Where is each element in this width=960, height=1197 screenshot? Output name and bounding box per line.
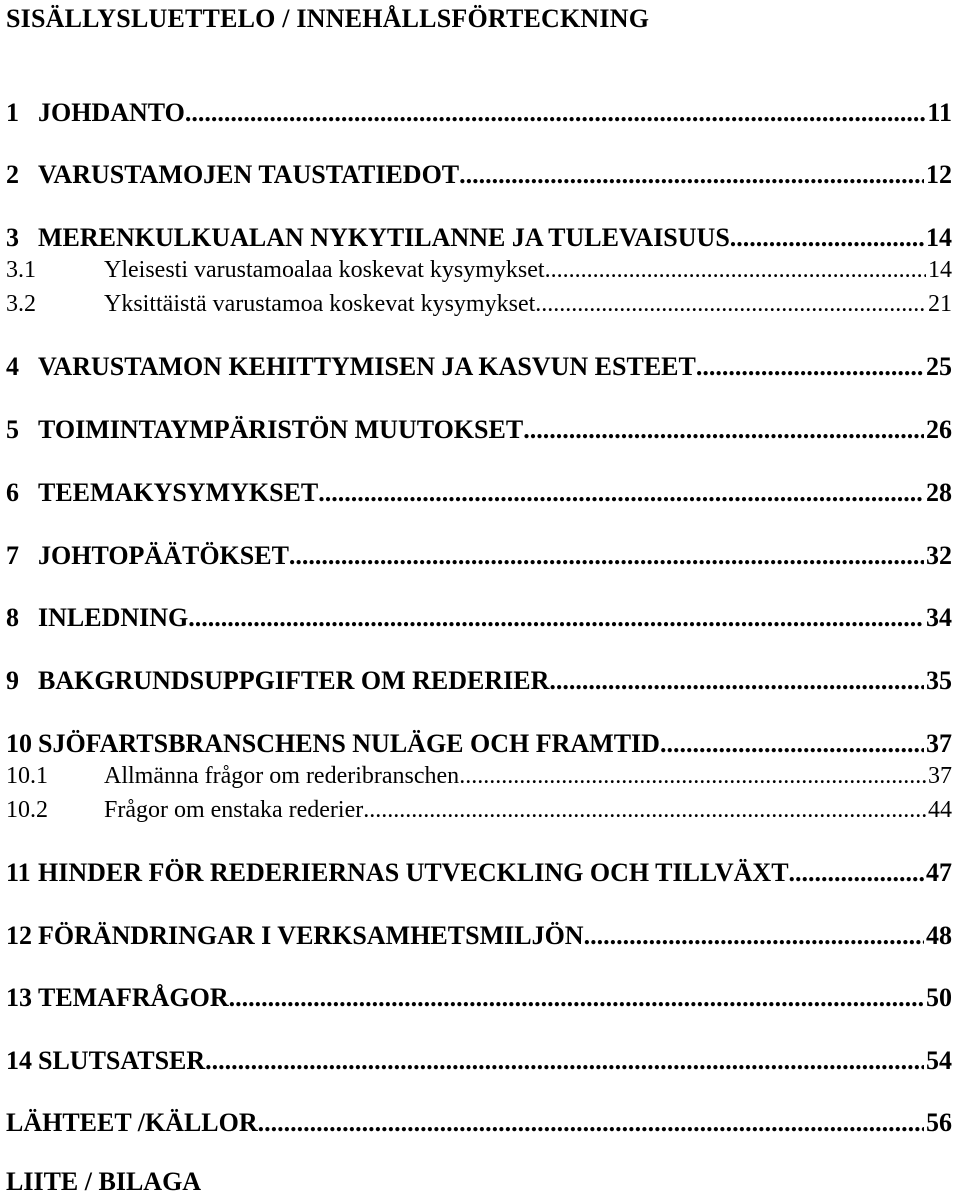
toc-heading: SISÄLLYSLUETTELO / INNEHÅLLSFÖRTECKNING: [6, 4, 650, 33]
toc-entry-page: 37: [926, 729, 952, 758]
toc-entry-title: Yleisesti varustamoalaa koskevat kysymykset: [104, 257, 545, 283]
toc-entry-title: SLUTSATSER: [38, 1046, 206, 1075]
toc-entry-number: 8: [6, 603, 19, 632]
toc-entry-11[interactable]: [6, 858, 952, 892]
toc-entry-number: 3.1: [6, 257, 36, 283]
toc-entry-1[interactable]: [6, 98, 952, 132]
toc-leader-dots: [229, 983, 924, 1013]
toc-leader-dots: [289, 541, 924, 571]
toc-entry-title: VARUSTAMON KEHITTYMISEN JA KASVUN ESTEET: [38, 352, 696, 381]
toc-entry-number: 2: [6, 160, 19, 189]
toc-entry-sources[interactable]: [6, 1108, 952, 1142]
toc-leader-dots: [730, 223, 924, 253]
toc-entry-title: FÖRÄNDRINGAR I VERKSAMHETSMILJÖN: [38, 921, 584, 950]
toc-appendix-heading[interactable]: LIITE / BILAGA: [6, 1167, 202, 1196]
toc-entry-title: JOHTOPÄÄTÖKSET: [38, 541, 289, 570]
toc-entry-page: 34: [926, 603, 952, 632]
toc-entry-title: TEMAFRÅGOR: [38, 983, 229, 1012]
toc-entry-page: 12: [926, 160, 952, 189]
toc-leader-dots: [789, 858, 924, 888]
toc-leader-dots: [318, 478, 924, 508]
toc-entry-title: HINDER FÖR REDERIERNAS UTVECKLING OCH TILLVÄXT: [38, 858, 789, 887]
toc-entry-2[interactable]: [6, 160, 952, 194]
toc-entry-5[interactable]: [6, 415, 952, 449]
toc-entry-4[interactable]: [6, 352, 952, 386]
toc-entry-title: JOHDANTO: [38, 98, 185, 127]
toc-entry-title: VARUSTAMOJEN TAUSTATIEDOT: [38, 160, 460, 189]
toc-entry-page: 28: [926, 478, 952, 507]
toc-entry-number: 1: [6, 98, 19, 127]
toc-leader-dots: [459, 160, 924, 190]
toc-entry-6[interactable]: [6, 478, 952, 512]
toc-entry-number: 6: [6, 478, 19, 507]
toc-entry-title: Yksittäistä varustamoa koskevat kysymykset: [104, 291, 536, 317]
toc-entry-title: Frågor om enstaka rederier: [104, 797, 364, 823]
toc-entry-13[interactable]: [6, 983, 952, 1017]
toc-entry-3-2[interactable]: [6, 291, 952, 325]
toc-entry-page: 56: [926, 1108, 952, 1137]
toc-entry-title: BAKGRUNDSUPPGIFTER OM REDERIER: [38, 666, 550, 695]
toc-entry-page: 50: [926, 983, 952, 1012]
toc-leader-dots: [459, 763, 926, 790]
toc-entry-number: 13: [6, 983, 32, 1012]
toc-entry-number: 7: [6, 541, 19, 570]
toc-entry-title: SJÖFARTSBRANSCHENS NULÄGE OCH FRAMTID: [38, 729, 660, 758]
toc-entry-10-2[interactable]: [6, 797, 952, 831]
toc-entry-number: 12: [6, 921, 32, 950]
toc-entry-number: 4: [6, 352, 19, 381]
toc-entry-number: 3: [6, 223, 19, 252]
toc-leader-dots: [523, 415, 924, 445]
toc-entry-number: 9: [6, 666, 19, 695]
toc-entry-title: INLEDNING: [38, 603, 189, 632]
toc-entry-14[interactable]: [6, 1046, 952, 1080]
toc-leader-dots: [549, 666, 924, 696]
toc-entry-number: 10.1: [6, 763, 48, 789]
toc-entry-number: 10: [6, 729, 32, 758]
toc-entry-number: 5: [6, 415, 19, 444]
toc-entry-10[interactable]: [6, 729, 952, 763]
toc-entry-page: 54: [926, 1046, 952, 1075]
toc-entry-number: 10.2: [6, 797, 48, 823]
toc-entry-3[interactable]: [6, 223, 952, 257]
toc-entry-page: 14: [928, 257, 952, 283]
toc-entry-7[interactable]: [6, 541, 952, 575]
toc-entry-10-1[interactable]: [6, 763, 952, 797]
toc-entry-number: 14: [6, 1046, 32, 1075]
toc-entry-page: 47: [926, 858, 952, 887]
toc-leader-dots: [535, 291, 926, 318]
toc-leader-dots: [188, 603, 924, 633]
toc-leader-dots: [363, 797, 926, 824]
toc-entry-title: Allmänna frågor om rederibranschen: [104, 763, 460, 789]
toc-entry-number: 3.2: [6, 291, 36, 317]
toc-entry-9[interactable]: [6, 666, 952, 700]
toc-entry-title: LÄHTEET /KÄLLOR: [6, 1108, 258, 1137]
toc-leader-dots: [258, 1108, 924, 1138]
toc-entry-3-1[interactable]: [6, 257, 952, 291]
toc-leader-dots: [584, 921, 924, 951]
toc-entry-page: 32: [926, 541, 952, 570]
toc-entry-title: TEEMAKYSYMYKSET: [38, 478, 319, 507]
toc-entry-page: 25: [926, 352, 952, 381]
toc-entry-page: 14: [926, 223, 952, 252]
toc-entry-page: 11: [927, 98, 952, 127]
toc-entry-title: TOIMINTAYMPÄRISTÖN MUUTOKSET: [38, 415, 524, 444]
toc-leader-dots: [545, 257, 926, 284]
toc-entry-page: 37: [928, 763, 952, 789]
toc-leader-dots: [185, 98, 926, 128]
toc-entry-title: MERENKULKUALAN NYKYTILANNE JA TULEVAISUUS: [38, 223, 730, 252]
toc-leader-dots: [205, 1046, 924, 1076]
toc-entry-page: 44: [928, 797, 952, 823]
toc-entry-number: 11: [6, 858, 31, 887]
toc-entry-page: 26: [926, 415, 952, 444]
toc-entry-page: 48: [926, 921, 952, 950]
toc-entry-8[interactable]: [6, 603, 952, 637]
toc-leader-dots: [696, 352, 924, 382]
toc-entry-page: 21: [928, 291, 952, 317]
toc-leader-dots: [660, 729, 924, 759]
toc-entry-12[interactable]: [6, 921, 952, 955]
toc-entry-page: 35: [926, 666, 952, 695]
